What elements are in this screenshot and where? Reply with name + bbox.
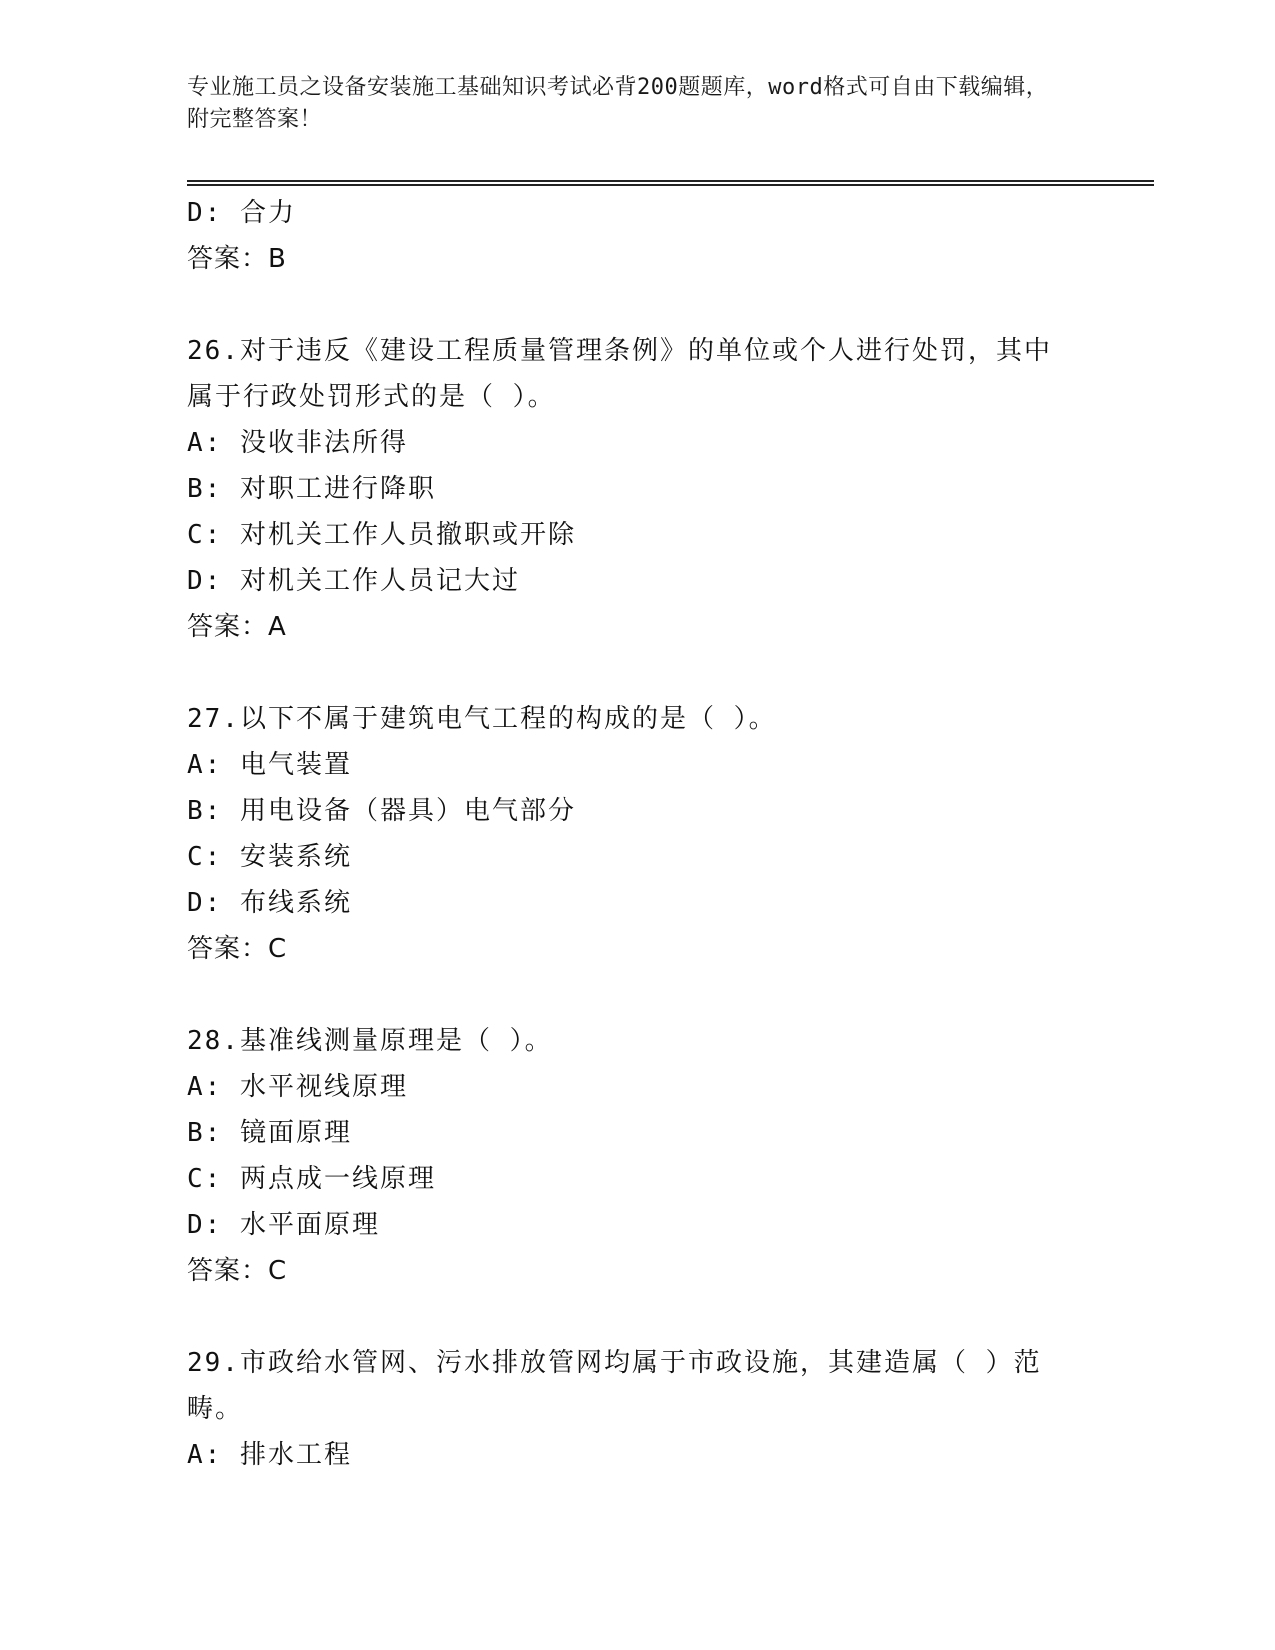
option-d: D: 对机关工作人员记大过	[187, 566, 520, 596]
option-b: B: 对职工进行降职	[187, 474, 436, 504]
spacer	[187, 1294, 1087, 1340]
document-header: 专业施工员之设备安装施工基础知识考试必背200题题库，word格式可自由下载编辑，附完整答案！	[187, 75, 1049, 132]
option-c: C: 两点成一线原理	[187, 1164, 436, 1194]
answer: 答案：B	[187, 244, 287, 274]
option-b: B: 镜面原理	[187, 1118, 352, 1148]
question-29	[187, 1340, 1087, 1478]
header-divider-top	[187, 180, 1154, 182]
question-28	[187, 1018, 1087, 1294]
spacer	[187, 650, 1087, 696]
answer: 答案：C	[187, 1256, 288, 1286]
option-a: A: 电气装置	[187, 750, 352, 780]
question-list	[187, 190, 1087, 1478]
question-text: 29.市政给水管网、污水排放管网均属于市政设施，其建造属（ ）范畴。	[187, 1348, 1042, 1424]
option-a: A: 没收非法所得	[187, 428, 408, 458]
option-d: D: 合力	[187, 198, 296, 228]
question-26	[187, 328, 1087, 650]
question-text: 28.基准线测量原理是（ ）。	[187, 1026, 553, 1056]
question-text: 26.对于违反《建设工程质量管理条例》的单位或个人进行处罚，其中属于行政处罚形式的是（ ）。	[187, 336, 1052, 412]
answer: 答案：C	[187, 934, 288, 964]
header-divider-bottom	[187, 184, 1154, 186]
option-d: D: 水平面原理	[187, 1210, 380, 1240]
question-27	[187, 696, 1087, 972]
spacer	[187, 282, 1087, 328]
option-c: C: 对机关工作人员撤职或开除	[187, 520, 576, 550]
option-a: A: 水平视线原理	[187, 1072, 408, 1102]
option-d: D: 布线系统	[187, 888, 352, 918]
option-c: C: 安装系统	[187, 842, 352, 872]
option-b: B: 用电设备（器具）电气部分	[187, 796, 576, 826]
question-text: 27.以下不属于建筑电气工程的构成的是（ ）。	[187, 704, 777, 734]
answer: 答案：A	[187, 612, 287, 642]
option-a: A: 排水工程	[187, 1440, 352, 1470]
spacer	[187, 972, 1087, 1018]
